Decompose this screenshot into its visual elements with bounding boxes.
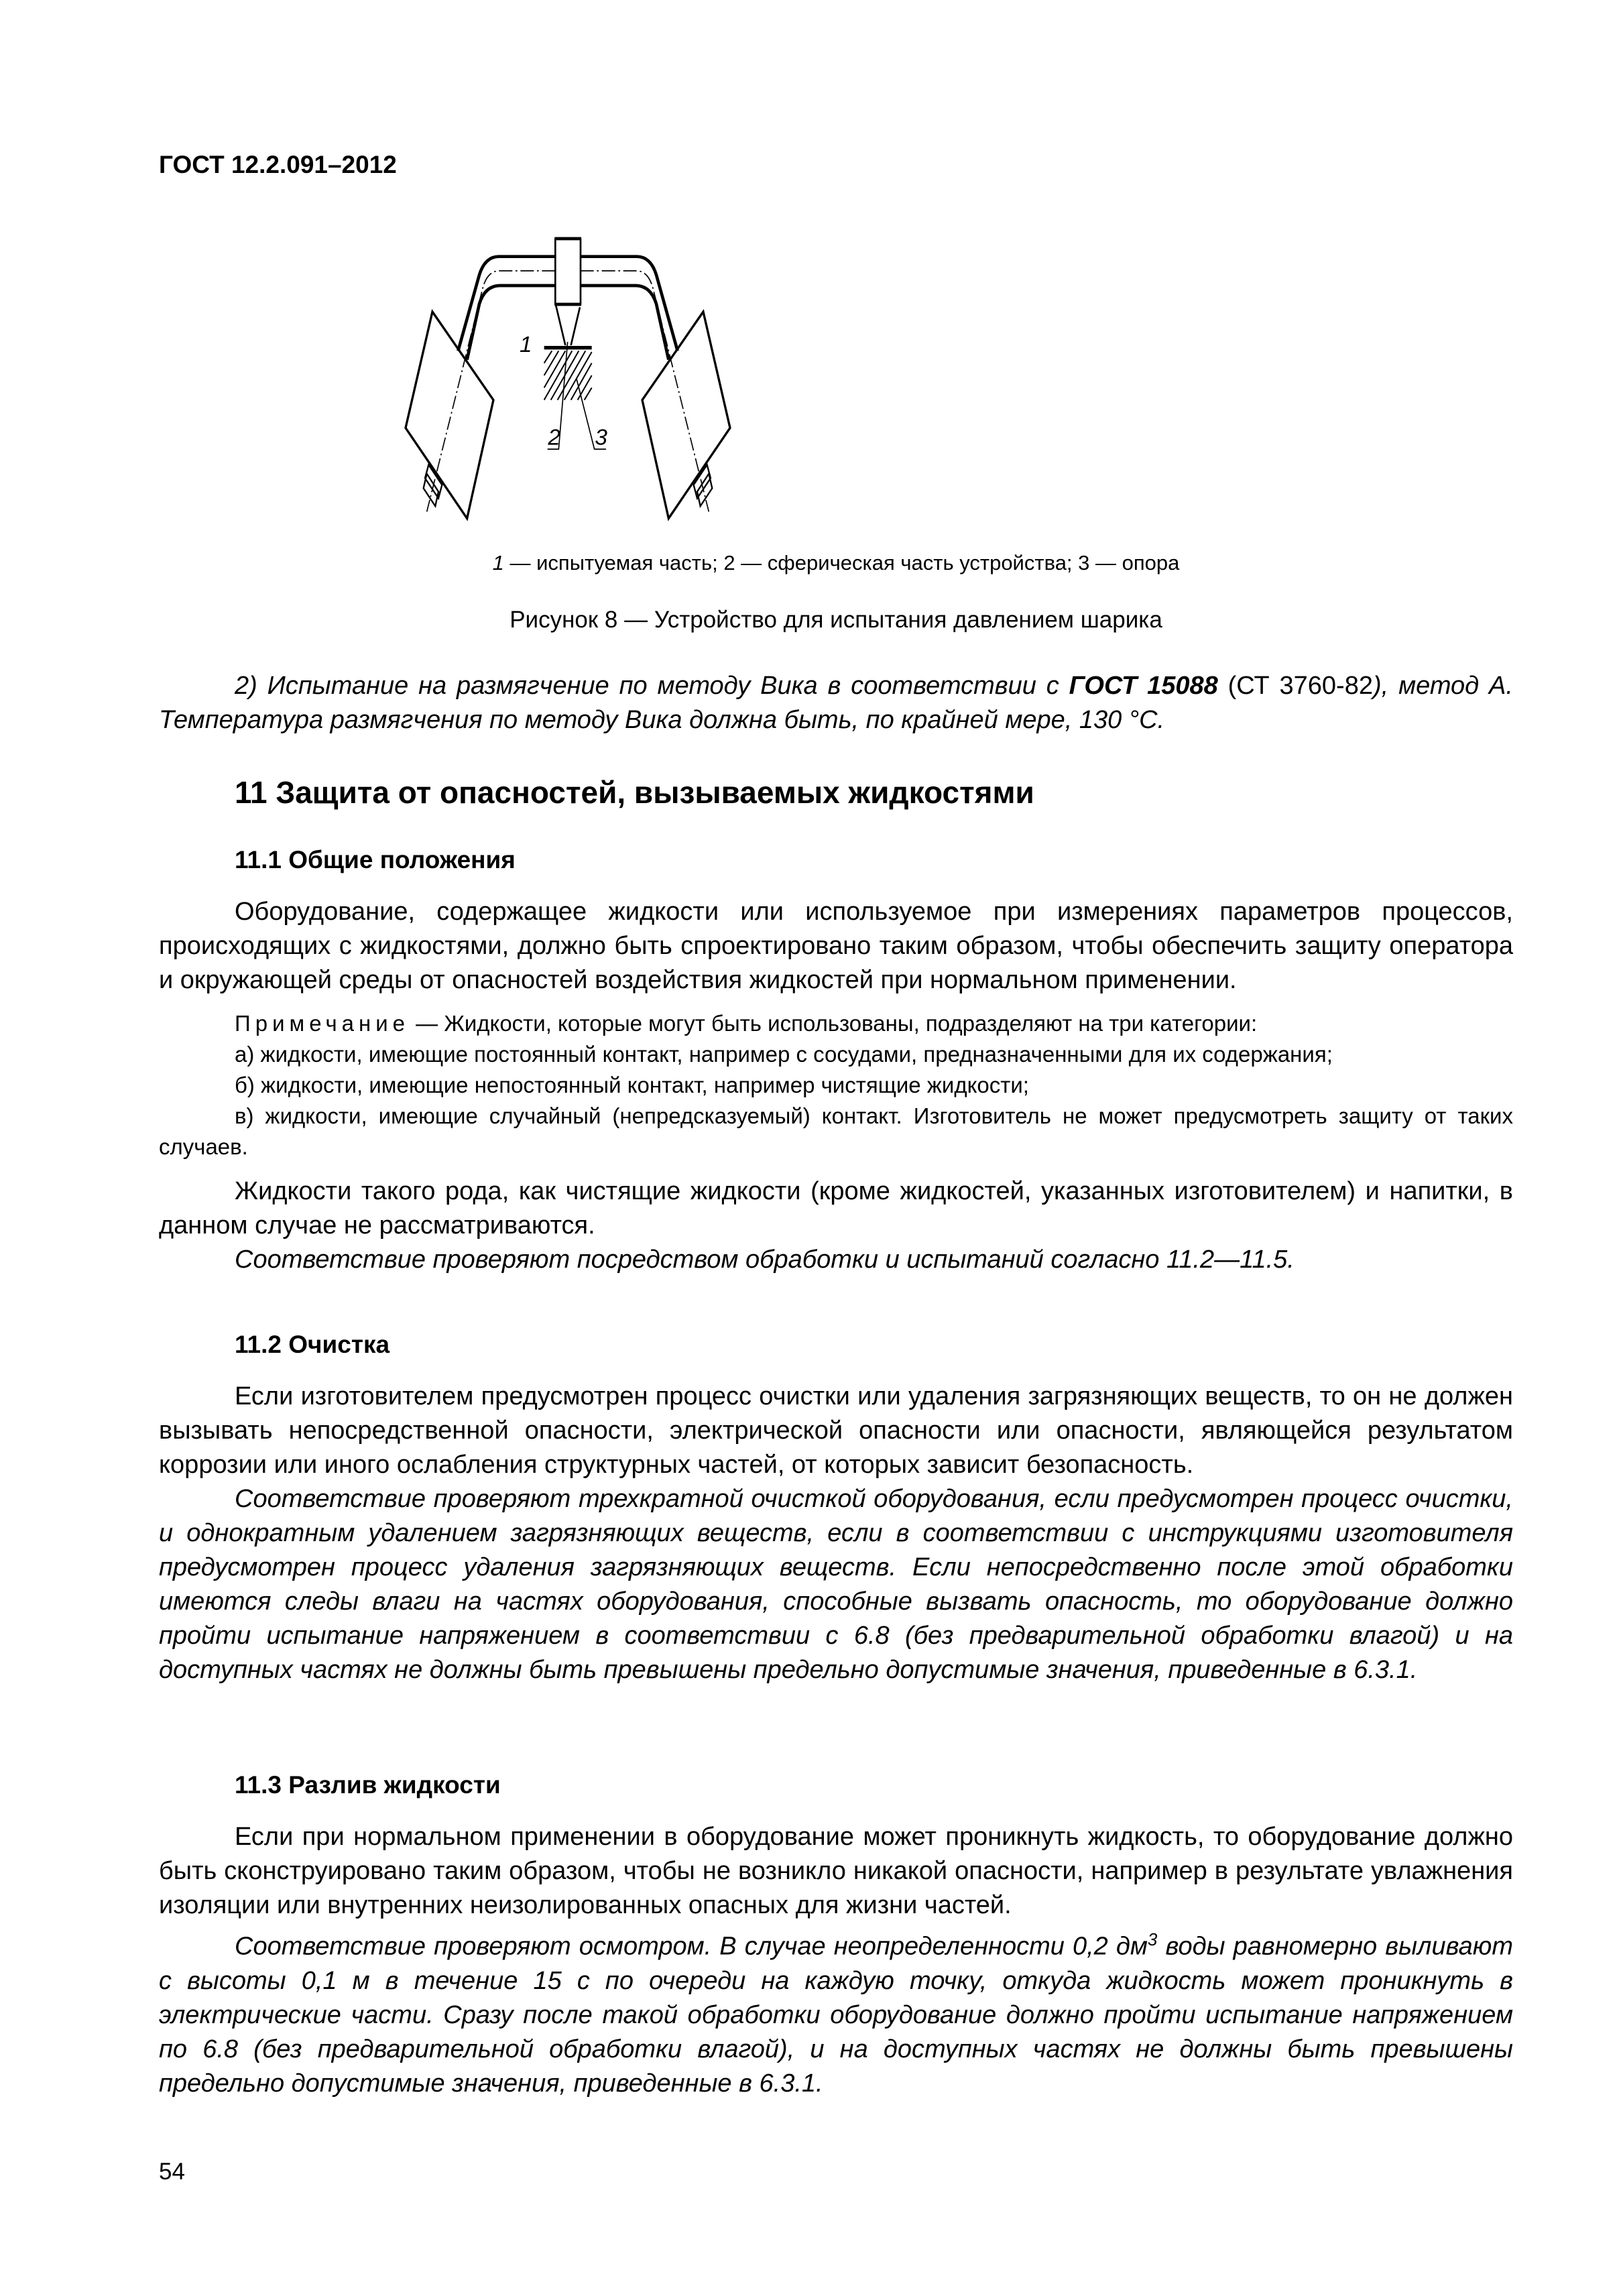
note-item-a: а) жидкости, имеющие постоянный контакт, например с сосудами, предназначенными для их содержания;: [235, 1042, 1333, 1067]
label-3: 3: [595, 425, 607, 450]
legend-text: — испытуемая часть; 2 — сферическая часть устройства; 3 — опора: [503, 551, 1180, 575]
label-1: 1: [520, 333, 532, 357]
standard-reference: ГОСТ 15088: [1069, 672, 1218, 700]
paragraph: Если при нормальном применении в оборудование может проникнуть жидкость, то оборудование должно быть сконструировано таким образом, чтобы не возникло никакой опасности, например в результате увлажнения изоляции или внутренних неизолированных опасных для жизни частей.: [159, 1823, 1513, 1919]
label-2: 2: [548, 425, 560, 450]
compliance-paragraph: Соответствие проверяют посредством обработки и испытаний согласно 11.2—11.5.: [235, 1246, 1295, 1274]
spherical-tip: [556, 306, 580, 345]
paragraph: Если изготовителем предусмотрен процесс очистки или удаления загрязняющих веществ, то он не должен вызывать непосредственной опасности, электрической опасности или опасности, являющейся результатом коррозии или иного ослабления структурных частей, от которых зависит безопасность.: [159, 1382, 1513, 1479]
section-11-title: 11 Защита от опасностей, вызываемых жидкостями: [235, 775, 1034, 810]
section-11-2-body: [159, 1380, 1513, 1687]
compliance-paragraph: Соответствие проверяют трехкратной очисткой оборудования, если предусмотрен процесс очистки, и однократным удалением загрязняющих веществ, если в соответствии с инструкциями изготовителя предусмотрен процесс удаления загрязняющих веществ. Если непосредственно после этой обработки имеются следы влаги на частях оборудования, способные вызвать опасность, то оборудование должно пройти испытание напряжением в соответствии с 6.8 (без предварительной обработки влагой) и на доступных частях не должны быть превышены предельно допустимые значения, приведенные в 6.3.1.: [159, 1485, 1513, 1684]
document-header: ГОСТ 12.2.091–2012: [159, 151, 397, 178]
figure-ball-pressure-apparatus: [389, 221, 737, 530]
section-11-1-title: 11.1 Общие положения: [235, 846, 516, 873]
note: Примечание — Жидкости, которые могут быть использованы, подразделяют на три категории:: [235, 1011, 1258, 1036]
head-block: [555, 239, 581, 304]
compliance-paragraph: Соответствие проверяют осмотром. В случае неопределенности 0,2 $дм^3$ воды равномерно выливают с высоты 0,1 м в течение 15 с по очереди на каждую точку, откуда жидкость может проникнуть в электрические части. Сразу после такой обработки оборудование должно пройти испытание напряжением по 6.8 (без предварительной обработки влагой), и на доступных частях не должны быть превышены предельно допустимые значения, приведенные в 6.3.1.: [159, 1929, 1513, 2098]
note-item-c: в) жидкости, имеющие случайный (непредсказуемый) контакт. Изготовитель не может предусмотреть защиту от таких случаев.: [159, 1103, 1513, 1159]
item-2: 2) Испытание на размягчение по методу Вика в соответствии с ГОСТ 15088 (СТ 3760-82), метод А. Температура размягчения по методу Вика должна быть, по крайней мере, 130 °С.: [159, 672, 1513, 734]
section-11-3-body: [159, 1820, 1513, 2101]
section-11-1-body: [159, 895, 1513, 1277]
support-hatching: [544, 351, 592, 400]
legend-number: 1: [492, 551, 504, 575]
paragraph: Оборудование, содержащее жидкости или используемое при измерениях параметров процессов, происходящих с жидкостями, должно быть спроектировано таким образом, чтобы обеспечить защиту оператора и окружающей среды от опасностей воздействия жидкостей при нормальном применении.: [159, 898, 1513, 994]
note-item-b: б) жидкости, имеющие непостоянный контакт, например чистящие жидкости;: [235, 1073, 1029, 1097]
page-number: 54: [159, 2159, 185, 2185]
section-11-3-title: 11.3 Разлив жидкости: [235, 1771, 501, 1799]
figure-caption: Рисунок 8 — Устройство для испытания давлением шарика: [509, 607, 1162, 633]
paragraph: Жидкости такого рода, как чистящие жидкости (кроме жидкостей, указанных изготовителем) и напитки, в данном случае не рассматриваются.: [159, 1177, 1513, 1240]
section-11-2-title: 11.2 Очистка: [235, 1331, 390, 1358]
figure-legend: [159, 551, 1513, 575]
